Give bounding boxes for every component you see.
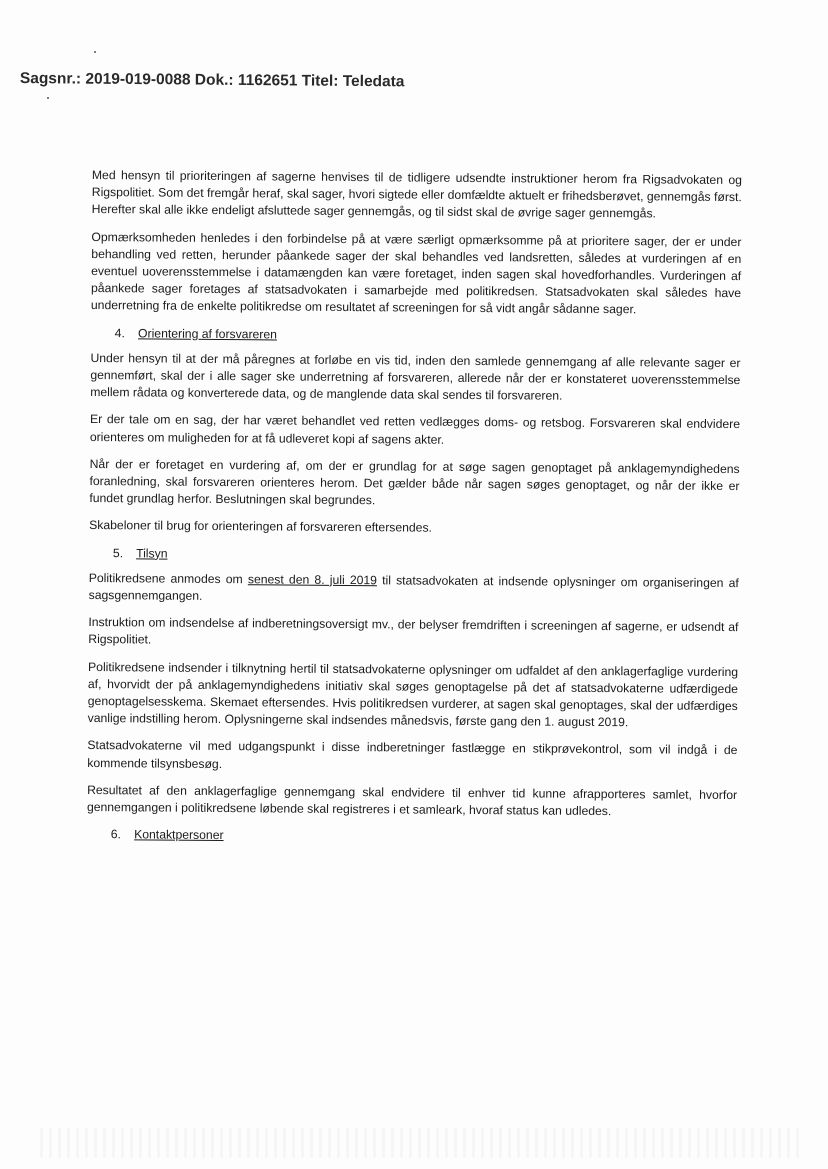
- section-title: Tilsyn: [136, 546, 168, 561]
- scan-speck: [47, 97, 49, 99]
- section-title: Kontaktpersoner: [134, 827, 224, 843]
- section-number: 6.: [110, 827, 121, 842]
- section-number: 5.: [112, 545, 124, 560]
- section-heading-6: [87, 826, 737, 848]
- document-header: Sagsnr.: 2019-019-0088 Dok.: 1162651 Titel: Teledata: [19, 70, 405, 91]
- document-body: [87, 167, 742, 857]
- section-heading-4: [91, 325, 741, 347]
- deadline-date: senest den 8. juli 2019: [247, 572, 378, 588]
- paragraph-resultat: Resultatet af den anklagerfaglige gennemgang skal endvidere til enhver tid kunne afrapporteres samlet, hvorfor gennemgangen i politikredsene løbende skal registreres i et samleark, hvoraf status kan udledes.: [86, 782, 738, 819]
- paragraph-indsendelse: Politikredsene indsender i tilknytning hertil til statsadvokaterne oplysninger om udfaldet af den anklagerfaglige vurdering af, hvorvidt der på anklagemyndighedens initiativ skal søges genoptagelse på det af statsadvokaterne udfærdigede genoptagelsesskema. Skemaet eftersendes. Hvis politikredsen vurderer, at sagen skal genoptages, skal der udfærdiges vanlige indstilling herom. Oplysningerne skal indsendes månedsvis, første gang den 1. august 2019.: [87, 659, 739, 730]
- scan-noise-footer: [40, 1128, 800, 1158]
- paragraph-text: til statsadvokaten at indsende oplysninger om organiseringen af sagsgennemgangen.: [88, 573, 739, 603]
- paragraph-anmodning: [89, 570, 739, 610]
- paragraph-instruktion: Instruktion om indsendelse af indberetningsoversigt mv., der belyser fremdriften i screeningen af sagerne, er udsendt af Rigspolitiet.: [88, 615, 739, 647]
- section-heading-5: [89, 545, 739, 567]
- paragraph-opmaerksomhed: Opmærksomheden henledes i den forbindelse på at være særligt opmærksomme på at prioritere sager, der er under behandling ved retten, herunder påankede sager der skal behandles ved landsretten, således at vurderingen af en eventuel uoverensstemmelse i datamængden kan være foretaget, inden sagen skal hovedforhandles. Vurderingen af påankede sager foretages af statsadvokaten i samarbejde med politikredsen. Statsadvokaten skal således have underretning fra de enkelte politikredse om resultatet af screeningen for så vidt angår sådanne sager.: [90, 229, 742, 317]
- section-title: Orientering af forsvareren: [138, 325, 278, 342]
- paragraph-underretning: Under hensyn til at der må påregnes at forløbe en vis tid, inden den samlede gennemgang af alle relevante sager er gennemført, skal der i alle sager ske underretning af forsvareren, allerede når der er konstateret uoverensstemmelse mellem rådata og konverterede data, og de manglende data skal sendes til forsvareren.: [90, 350, 741, 403]
- paragraph-vurdering: Når der er foretaget en vurdering af, om der er grundlag for at søge sagen genoptaget på anklagemyndighedens foranledning, skal forsvareren orienteres herom. Det gælder både når sagen søges genoptaget, og når der ikke er fundet grundlag herfor. Beslutningen skal begrundes.: [89, 456, 740, 508]
- scan-speck: [94, 51, 96, 53]
- paragraph-skabeloner: Skabeloner til brug for orienteringen af forsvareren eftersendes.: [89, 518, 433, 536]
- paragraph-prioritering: Med hensyn til prioriteringen af sagerne henvises til de tidligere udsendte instruktioner herom fra Rigsadvokaten og Rigspolitiet. Som det fremgår heraf, skal sager, hvori sigtede eller domfældte aktuelt er frihedsberøvet, gennemgås først. Herefter skal alle ikke endeligt afsluttede sager gennemgås, og til sidst skal de øvrige sager gennemgås.: [91, 167, 742, 221]
- paragraph-text: Politikredsene anmodes om: [88, 570, 248, 587]
- paragraph-stikproeve: Statsadvokaterne vil med udgangspunkt i disse indberetninger fastlægge en stikprøvekontrol, som vil indgå i de kommende tilsynsbesøg.: [87, 738, 738, 771]
- section-number: 4.: [114, 325, 125, 340]
- paragraph-doms-retsbog: Er der tale om en sag, der har været behandlet ved retten vedlægges doms- og retsbog. Forsvareren skal endvidere orienteres om muligheden for at få udleveret kopi af sagens akter.: [89, 412, 741, 447]
